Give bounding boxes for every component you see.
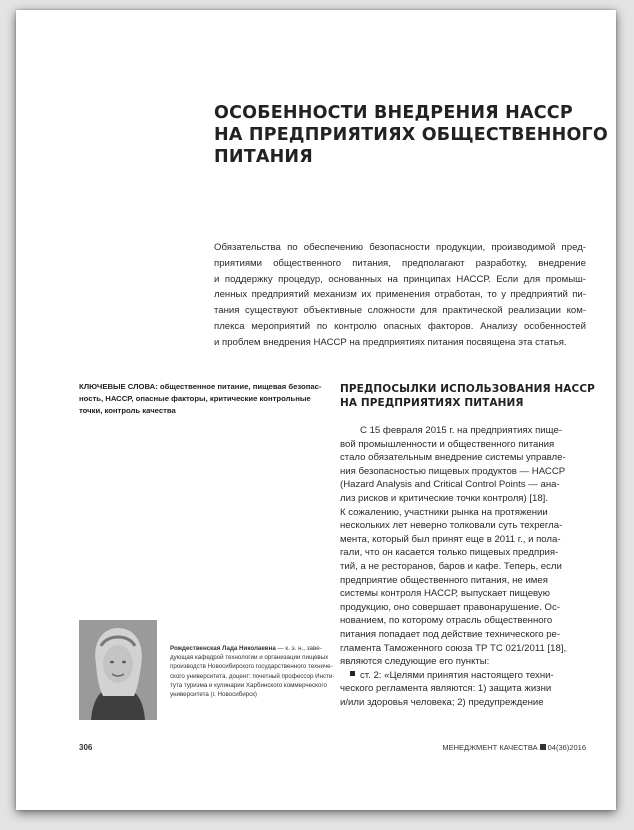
section-heading [340, 382, 595, 410]
abstract-line: приятиями общественного питания, предполагают разработку, внедрение [214, 257, 586, 269]
title-line: ПИТАНИЯ [214, 147, 313, 167]
author-info [170, 644, 340, 699]
abstract-line: ленных предприятий механизм их применения отработан, то у предприятий пи- [214, 289, 586, 301]
section-heading-line: НА ПРЕДПРИЯТИЯХ ПИТАНИЯ [340, 397, 524, 409]
body-line: мента, который был принят еще в 2011 г., и пола- [340, 533, 561, 545]
body-line: гали, что он касается только пищевых предприя- [340, 547, 559, 559]
author-name: Рождественская Лада Николаевна [170, 645, 276, 652]
author-line: университета (г. Новосибирск) [170, 691, 257, 699]
article-title [214, 102, 608, 168]
author-description: — к. э. н., заве- [275, 645, 322, 652]
author-line: дующая кафедрой технологии и организации пищевых [170, 654, 329, 662]
article-abstract [214, 240, 586, 351]
body-line: (Hazard Analysis and Critical Control Points — ана- [340, 479, 560, 491]
author-line: производств Новосибирского государственного техниче- [170, 663, 333, 671]
body-line: гламента Таможенного союза ТР ТС 021/2011 [18], [340, 642, 567, 654]
author-line [170, 644, 340, 653]
square-bullet-icon [350, 671, 355, 676]
body-line: тий, а не ресторанов, баров и кафе. Теперь, если [340, 560, 562, 572]
keywords-line: КЛЮЧЕВЫЕ СЛОВА: общественное питание, пищевая безопас- [79, 382, 322, 391]
body-line: продукцию, оно совершает правонарушение. Ос- [340, 601, 560, 613]
body-line: К сожалению, участники рынка на протяжении [340, 506, 548, 518]
journal-issue: 04(36)2016 [547, 743, 586, 752]
body-line: С 15 февраля 2015 г. на предприятиях пище- [360, 425, 562, 436]
journal-name: МЕНЕДЖМЕНТ КАЧЕСТВА [442, 743, 538, 752]
keywords-line: точки, контроль качества [79, 406, 176, 415]
abstract-line: и проблем внедрения НАССР на предприятиях питания посвящена эта статья. [214, 336, 567, 348]
abstract-line: и поддержку процедур, основанных на принципах НАССР. Если для промыш- [214, 273, 586, 285]
abstract-line: плекса мероприятий по контролю опасных факторов. Анализу особенностей [214, 320, 586, 332]
body-line: лиз рисков и критические точки контроля) [18]. [340, 492, 549, 504]
body-line-text: ст. 2: «Целями принятия настоящего техни- [360, 669, 554, 681]
body-line: и/или здоровья человека; 2) предупреждение [340, 696, 544, 708]
square-separator-icon [540, 744, 546, 750]
body-line: нескольких лет неверно толковали суть техрегла- [340, 520, 563, 532]
body-line: вой промышленности и общественного питания [340, 438, 555, 450]
keywords-line: ность, НАССР, опасные факторы, критические контрольные [79, 394, 311, 403]
section-heading-line: ПРЕДПОСЫЛКИ ИСПОЛЬЗОВАНИЯ НАССР [340, 383, 595, 395]
journal-page [16, 10, 616, 810]
body-text [340, 424, 592, 709]
author-line: ского университета, доцент; почетный профессор Инсти- [170, 672, 335, 680]
body-line: стало обязательным внедрение системы управле- [340, 452, 566, 464]
body-line: ческого регламента являются: 1) защита жизни [340, 683, 552, 695]
title-line: ОСОБЕННОСТИ ВНЕДРЕНИЯ НАССР [214, 103, 573, 123]
body-line: предприятие общественного питания, не имея [340, 574, 548, 586]
page-number: 306 [79, 743, 93, 752]
author-portrait-photo [79, 620, 157, 720]
author-line: тута туризма и кулинарии Харбинского коммерческого [170, 681, 327, 689]
body-line: питания попадает под действие технического ре- [340, 628, 561, 640]
journal-footer [442, 743, 586, 752]
body-line: являются следующие его пункты: [340, 656, 490, 668]
body-line [340, 669, 592, 683]
abstract-line: Обязательства по обеспечению безопасности продукции, производимой пред- [214, 242, 586, 253]
abstract-line: тания существуют объективные сложности для практической реализации ком- [214, 305, 586, 317]
keywords-block [79, 381, 322, 417]
body-line: нованием, по которому отрасль общественного [340, 615, 553, 627]
body-line: ния безопасностью пищевых продуктов — НАССР [340, 465, 566, 477]
body-line: системы контроля НАССР, выпускает пищевую [340, 588, 550, 600]
title-line: НА ПРЕДПРИЯТИЯХ ОБЩЕСТВЕННОГО [214, 125, 608, 145]
